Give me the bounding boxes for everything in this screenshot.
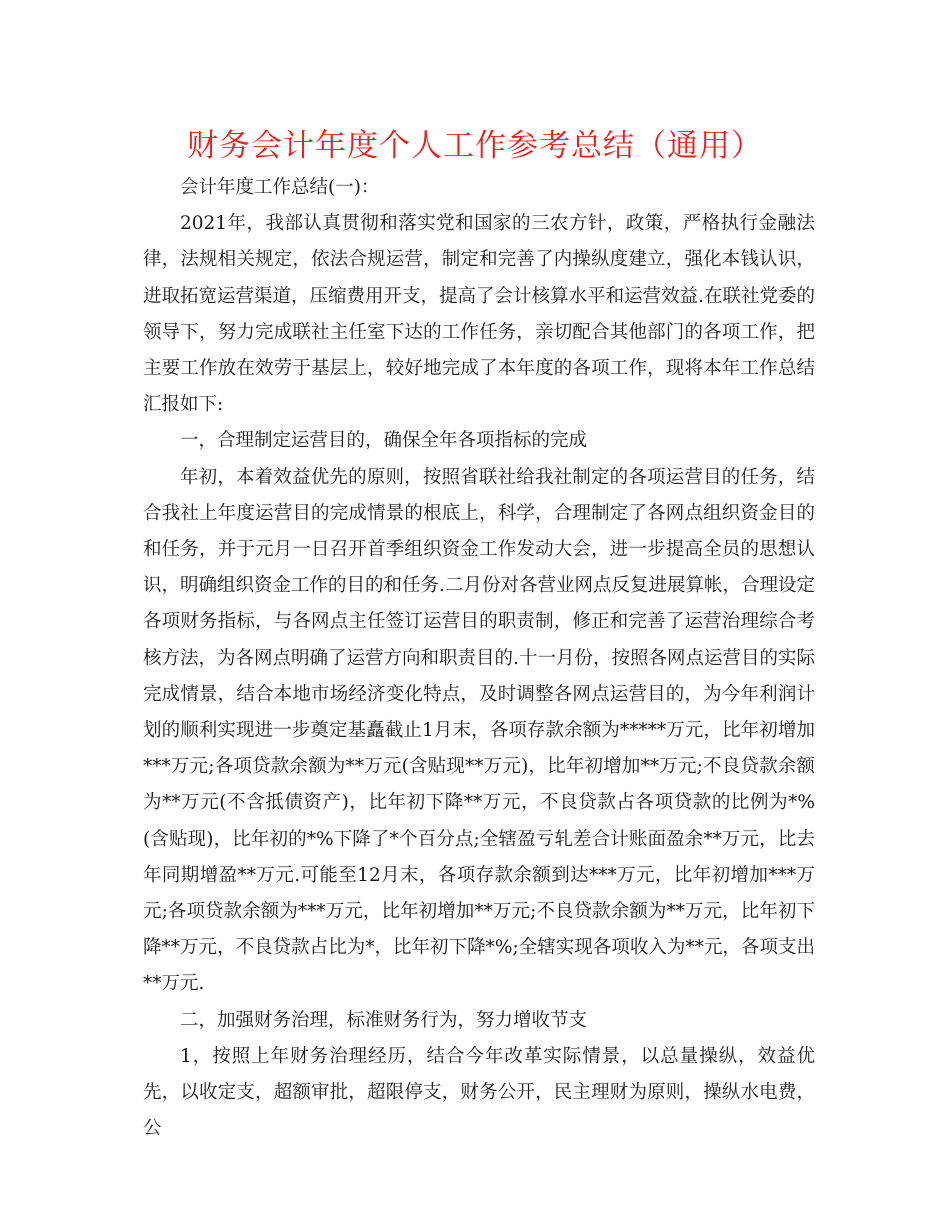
- document-body: [143, 170, 815, 1147]
- document-title: 财务会计年度个人工作参考总结（通用）: [187, 128, 763, 164]
- subtitle-paragraph: 会计年度工作总结(一)：: [180, 177, 380, 198]
- section-2-paragraph: 1，按照上年财务治理经历，结合今年改革实际情景，以总量操纵，效益优先，以收定支，超额审批，超限停支，财务公开，民主理财为原则，操纵水电费，公: [143, 1045, 815, 1140]
- section-1-paragraph: 年初，本着效益优先的原则，按照省联社给我社制定的各项运营目的任务，结合我社上年度运营目的完成情景的根底上，科学，合理制定了各网点组织资金目的和任务，并于元月一日召开首季组织资金工作发动大会，进一步提高全员的思想认识，明确组织资金工作的目的和任务.二月份对各营业网点反复进展算帐，合理设定各项财务指标，与各网点主任签订运营目的职责制，修正和完善了运营治理综合考核方法，为各网点明确了运营方向和职责目的.十一月份，按照各网点运营目的实际完成情景，结合本地市场经济变化特点，及时调整各网点运营目的，为今年利润计划的顺利实现进一步奠定基矗截止1月末，各项存款余额为*****万元，比年初增加***万元;各项贷款余额为**万元(含贴现**万元)，比年初增加**万元;不良贷款余额为**万元(不含抵债资产)，比年初下降**万元，不良贷款占各项贷款的比例为*%(含贴现)，比年初的*%下降了*个百分点;全辖盈亏轧差合计账面盈余**万元，比去年同期增盈**万元.可能至12月末，各项存款余额到达***万元，比年初增加***万元;各项贷款余额为***万元，比年初增加**万元;不良贷款余额为**万元，比年初下降**万元，不良贷款占比为*，比年初下降*%;全辖实现各项收入为**元，各项支出**万元.: [143, 466, 815, 995]
- section-heading-1: 一，合理制定运营目的，确保全年各项指标的完成: [180, 430, 588, 452]
- section-heading-2: 二，加强财务治理，标准财务行为，努力增收节支: [180, 1009, 588, 1031]
- intro-paragraph: 2021年，我部认真贯彻和落实党和国家的三农方针，政策，严格执行金融法律，法规相关规定，依法合规运营，制定和完善了内操纵度建立，强化本钱认识，进取拓宽运营渠道，压缩费用开支，提高了会计核算水平和运营效益.在联社党委的领导下，努力完成联社主任室下达的工作任务，亲切配合其他部门的各项工作，把主要工作放在效劳于基层上，较好地完成了本年度的各项工作，现将本年工作总结汇报如下:: [143, 213, 815, 416]
